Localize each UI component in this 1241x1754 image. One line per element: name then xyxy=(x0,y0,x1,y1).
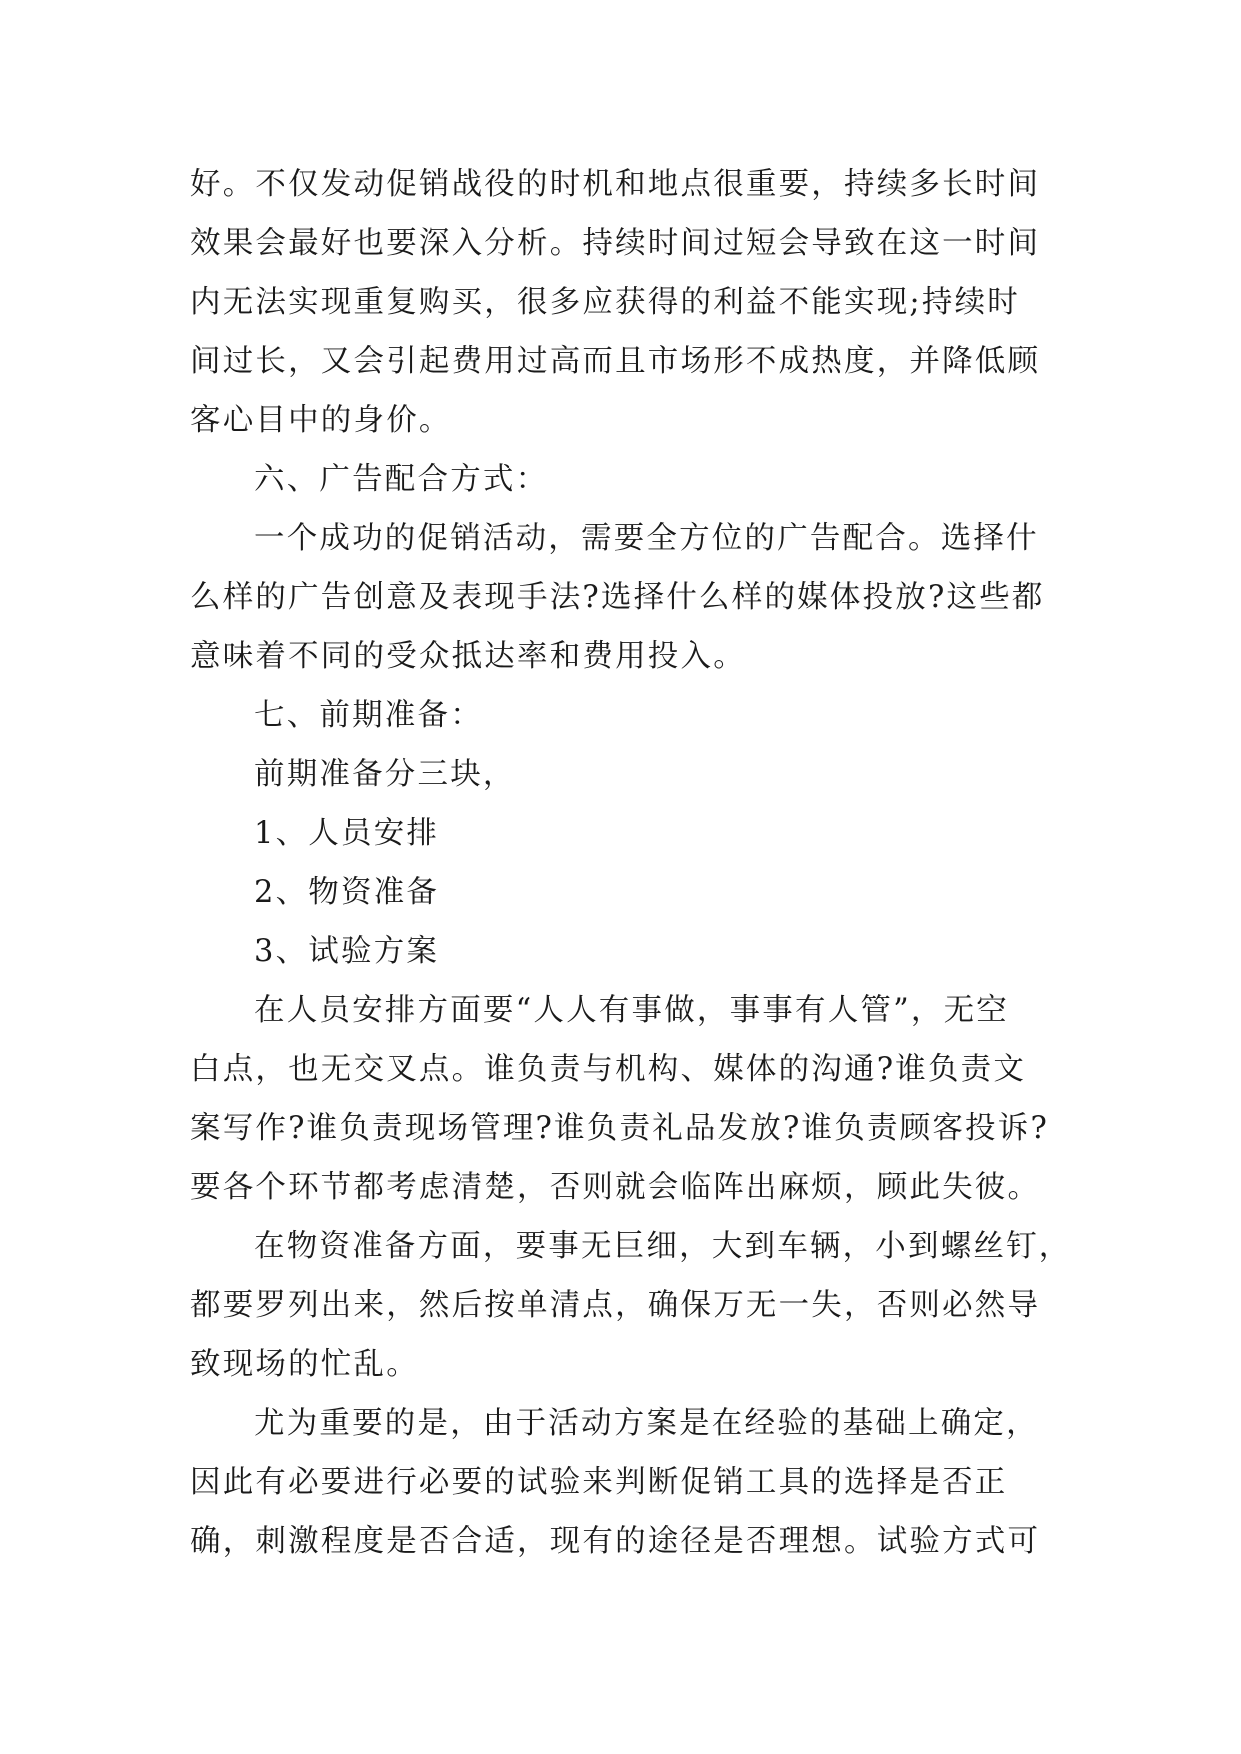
paragraph-staffing xyxy=(190,981,1070,1217)
text-line: 案写作?谁负责现场管理?谁负责礼品发放?谁负责顾客投诉? xyxy=(190,1111,1050,1146)
text-line: 意味着不同的受众抵达率和费用投入。 xyxy=(190,639,746,674)
text-line: 在物资准备方面，要事无巨细，大到车辆，小到螺丝钉， xyxy=(254,1229,1072,1264)
text-line: 要各个环节都考虑清楚，否则就会临阵出麻烦，顾此失彼。 xyxy=(190,1170,1041,1205)
list-item-text: 3、试验方案 xyxy=(254,934,440,969)
text-line: 因此有必要进行必要的试验来判断促销工具的选择是否正 xyxy=(190,1465,1008,1500)
paragraph-preparation-intro xyxy=(190,745,1070,804)
list-item-text: 2、物资准备 xyxy=(254,875,440,910)
text-line: 确，刺激程度是否合适，现有的途径是否理想。试验方式可 xyxy=(190,1524,1041,1559)
section-heading-preparation xyxy=(190,686,1070,745)
list-item-materials xyxy=(190,863,1070,922)
paragraph-trial xyxy=(190,1394,1070,1571)
paragraph-promotion-duration xyxy=(190,155,1070,450)
heading-text: 六、广告配合方式： xyxy=(254,462,549,497)
text-line: 在人员安排方面要“人人有事做，事事有人管”，无空 xyxy=(254,993,1009,1028)
text-line: 好。不仅发动促销战役的时机和地点很重要，持续多长时间 xyxy=(190,167,1041,202)
text-line: 间过长，又会引起费用过高而且市场形不成热度，并降低顾 xyxy=(190,344,1041,379)
text-line: 致现场的忙乱。 xyxy=(190,1347,419,1382)
text-line: 一个成功的促销活动，需要全方位的广告配合。选择什 xyxy=(254,521,1039,556)
text-line: 效果会最好也要深入分析。持续时间过短会导致在这一时间 xyxy=(190,226,1041,261)
text-line: 白点，也无交叉点。谁负责与机构、媒体的沟通?谁负责文 xyxy=(190,1052,1027,1087)
text-line: 前期准备分三块， xyxy=(254,757,516,792)
list-item-text: 1、人员安排 xyxy=(254,816,440,851)
heading-text: 七、前期准备： xyxy=(254,698,483,733)
document-body xyxy=(190,155,1070,1571)
paragraph-materials xyxy=(190,1217,1070,1394)
text-line: 都要罗列出来，然后按单清点，确保万无一失，否则必然导 xyxy=(190,1288,1041,1323)
text-line: 客心目中的身价。 xyxy=(190,403,452,438)
paragraph-advertising xyxy=(190,509,1070,686)
list-item-staffing xyxy=(190,804,1070,863)
list-item-trial-plan xyxy=(190,922,1070,981)
text-line: 么样的广告创意及表现手法?选择什么样的媒体投放?这些都 xyxy=(190,580,1045,615)
text-line: 内无法实现重复购买，很多应获得的利益不能实现;持续时 xyxy=(190,285,1020,320)
text-line: 尤为重要的是，由于活动方案是在经验的基础上确定， xyxy=(254,1406,1039,1441)
section-heading-advertising xyxy=(190,450,1070,509)
